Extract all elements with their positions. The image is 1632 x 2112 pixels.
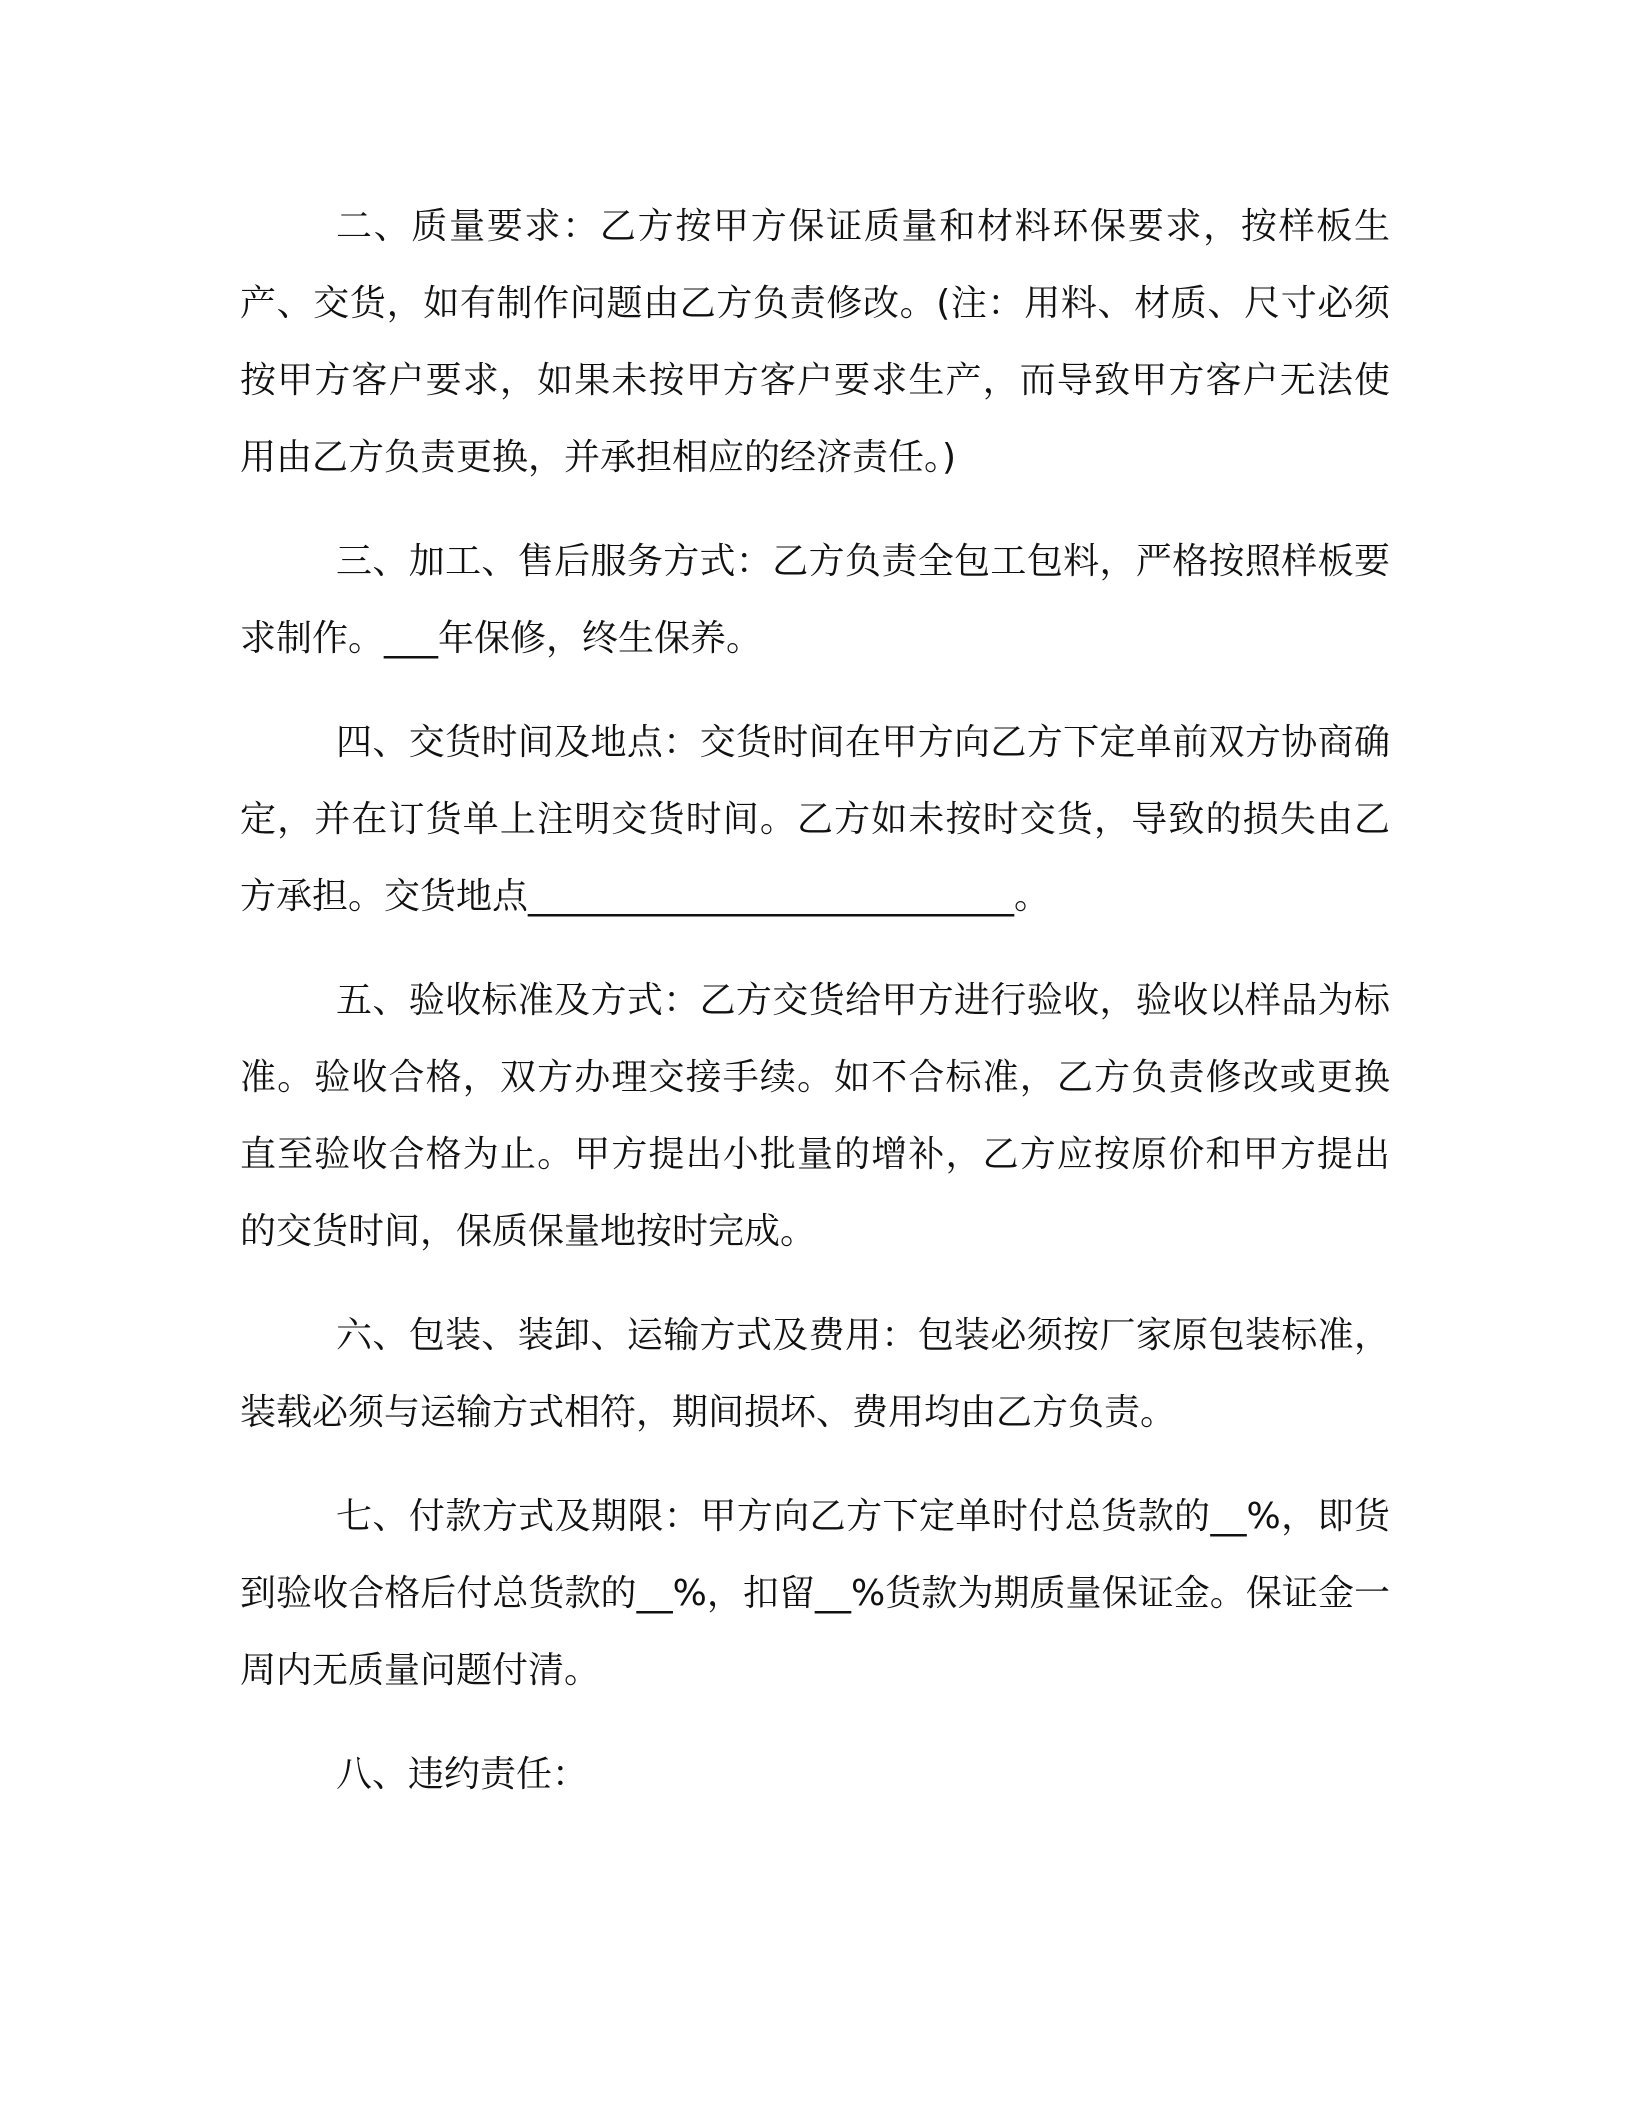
clause-body: 包装必须按厂家原包装标准，装载必须与运输方式相符，期间损坏、费用均由乙方负责。 [240, 1315, 1390, 1433]
clause-processing-service [240, 523, 1390, 677]
clause-heading: 七、付款方式及期限： [336, 1496, 701, 1537]
clause-heading: 六、包装、装卸、运输方式及费用： [336, 1315, 918, 1356]
clause-payment [240, 1478, 1390, 1709]
clause-quality [240, 188, 1390, 496]
clause-body: 乙方按甲方保证质量和材料环保要求，按样板生产、交货，如有制作问题由乙方负责修改。(注：用料、材质、尺寸必须按甲方客户要求，如果未按甲方客户要求生产，而导致甲方客户无法使用由乙方负责更换，并承担相应的经济责任。) [240, 206, 1390, 478]
clause-body: 甲方向乙方下定单时付总货款的__%，即货到验收合格后付总货款的__%，扣留__%货款为期质量保证金。保证金一周内无质量问题付清。 [240, 1496, 1390, 1691]
clause-packaging-transport [240, 1297, 1390, 1451]
clause-liability [240, 1736, 1390, 1813]
clause-delivery [240, 704, 1390, 935]
clause-heading: 三、加工、售后服务方式： [336, 541, 773, 582]
clause-heading: 四、交货时间及地点： [336, 722, 700, 763]
clause-body: 乙方负责全包工包料，严格按照样板要求制作。___年保修，终生保养。 [240, 541, 1390, 659]
contract-text [240, 188, 1390, 1840]
clause-heading: 二、质量要求： [336, 206, 600, 247]
clause-body: 交货时间在甲方向乙方下定单前双方协商确定，并在订货单上注明交货时间。乙方如未按时交货，导致的损失由乙方承担。交货地点___________________________。 [240, 722, 1390, 917]
clause-body: 乙方交货给甲方进行验收，验收以样品为标准。验收合格，双方办理交接手续。如不合标准，乙方负责修改或更换直至验收合格为止。甲方提出小批量的增补，乙方应按原价和甲方提出的交货时间，保质保量地按时完成。 [240, 980, 1390, 1252]
clause-heading: 八、违约责任： [336, 1754, 589, 1795]
clause-heading: 五、验收标准及方式： [336, 980, 700, 1021]
clause-acceptance [240, 962, 1390, 1270]
